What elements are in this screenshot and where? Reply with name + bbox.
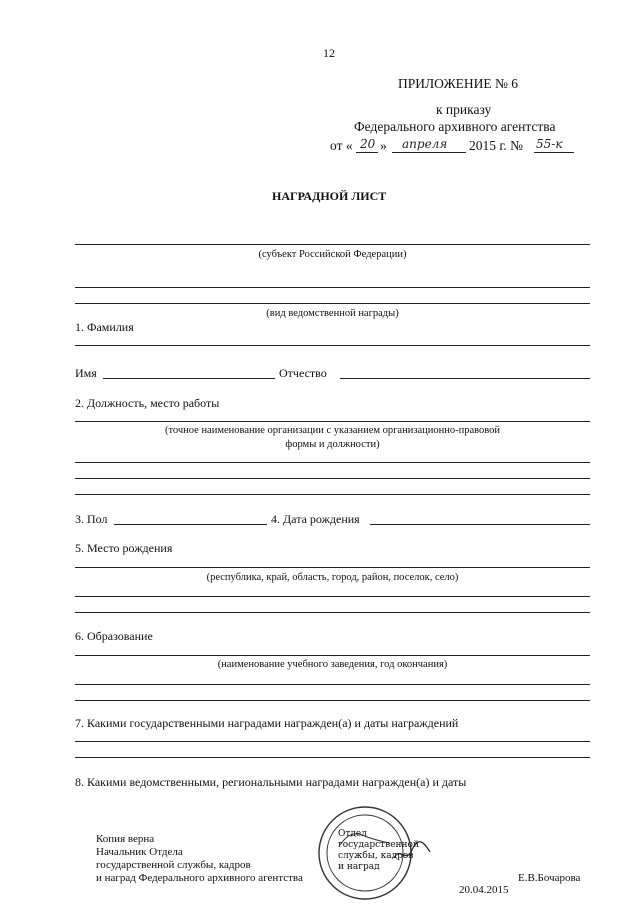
order-mid: » — [380, 138, 387, 153]
dept-awards-label: 8. Какими ведомственными, региональными наградами награжден(а) и даты — [75, 775, 467, 789]
page-number: 12 — [323, 46, 335, 60]
birth-place-line-2 — [75, 596, 590, 597]
education-label: 6. Образование — [75, 629, 153, 643]
document-title: НАГРАДНОЙ ЛИСТ — [272, 189, 387, 203]
sex-line — [114, 524, 267, 525]
order-number: 55-к — [536, 137, 563, 151]
appendix-heading: ПРИЛОЖЕНИЕ № 6 — [398, 76, 519, 91]
order-month: апреля — [402, 137, 448, 151]
position-line-2 — [75, 462, 590, 463]
agency-line: и наград Федерального архивного агентства — [96, 872, 303, 884]
birth-date-line — [370, 524, 590, 525]
position-line-4 — [75, 494, 590, 495]
birth-place-label: 5. Место рождения — [75, 541, 173, 555]
organization-caption-1: (точное наименование организации с указанием организационно-правовой — [164, 425, 501, 436]
education-line — [75, 655, 590, 656]
stamp-line-1: Отдел — [338, 829, 367, 839]
sex-label: 3. Пол — [75, 512, 108, 526]
signature-mark — [392, 838, 432, 868]
stamp-line-3: службы, кадров — [338, 851, 414, 861]
name-label: Имя — [75, 366, 97, 380]
certification-date: 20.04.2015 — [459, 884, 509, 896]
service-line: государственной службы, кадров — [96, 859, 251, 871]
education-line-3 — [75, 700, 590, 701]
surname-line — [75, 345, 590, 346]
agency-name: Федерального архивного агентства — [354, 119, 556, 134]
patronymic-line — [340, 378, 590, 379]
copy-true: Копия верна — [96, 833, 155, 845]
award-type-caption: (вид ведомственной награды) — [266, 308, 399, 319]
head-of-dept: Начальник Отдела — [96, 846, 183, 858]
birth-place-line-3 — [75, 612, 590, 613]
education-caption: (наименование учебного заведения, год окончания) — [217, 659, 448, 670]
order-year: 2015 г. № — [469, 138, 524, 153]
birth-place-line — [75, 567, 590, 568]
position-label: 2. Должность, место работы — [75, 396, 220, 410]
award-line-1 — [75, 287, 590, 288]
name-line — [103, 378, 275, 379]
birth-date-label: 4. Дата рождения — [271, 512, 360, 526]
organization-caption-2: формы и должности) — [285, 439, 380, 450]
day-underline — [356, 152, 378, 153]
birth-place-caption: (республика, край, область, город, район, поселок, село) — [206, 572, 459, 583]
patronymic-label: Отчество — [279, 366, 327, 380]
surname-label: 1. Фамилия — [75, 320, 134, 334]
state-awards-line-2 — [75, 757, 590, 758]
education-line-2 — [75, 684, 590, 685]
subject-caption: (субъект Российской Федерации) — [258, 249, 407, 260]
position-line-3 — [75, 478, 590, 479]
number-underline — [534, 152, 574, 153]
month-underline — [392, 152, 466, 153]
signer-name: Е.В.Бочарова — [518, 872, 581, 884]
order-ref: к приказу — [436, 102, 492, 117]
subject-line — [75, 244, 590, 245]
position-line — [75, 421, 590, 422]
order-day: 20 — [360, 137, 376, 151]
state-awards-line — [75, 741, 590, 742]
order-from-prefix: от « — [330, 138, 353, 153]
stamp-line-4: и наград — [338, 862, 380, 872]
state-awards-label: 7. Какими государственными наградами награжден(а) и даты награждений — [75, 716, 459, 730]
award-line-2 — [75, 303, 590, 304]
order-date-line — [330, 137, 590, 157]
stamp-line-2: государственной — [338, 840, 419, 850]
